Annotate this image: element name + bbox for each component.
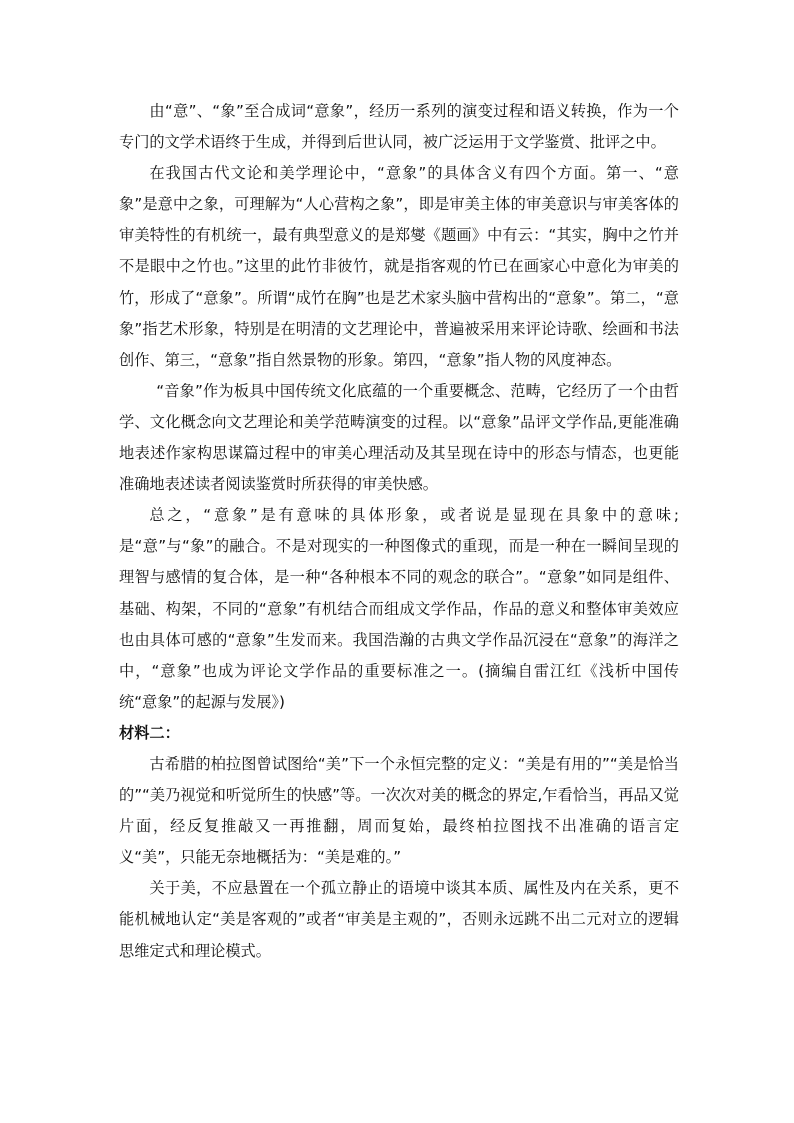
paragraph-5: 古希腊的柏拉图曾试图给“美”下一个永恒完整的定义：“美是有用的”“美是恰当的”“美乃视觉和听觉所生的快感”等。一次次对美的概念的界定,乍看恰当，再品又觉片面，经反复推敲又一再推翻，周而复始，最终柏拉图找不出准确的语言定义“美”，只能无奈地概括为：“美是难的。” — [119, 754, 679, 867]
paragraph-2: 在我国古代文论和美学理论中，“意象”的具体含义有四个方面。第一、“意象”是意中之象，可理解为“人心营构之象”，即是审美主体的审美意识与审美客体的审美特性的有机统一，最有典型意义的是郑燮《题画》中有云：“其实，胸中之竹并不是眼中之竹也。”这里的此竹非彼竹，就是指客观的竹已在画家心中意化为审美的竹，形成了“意象”。所谓“成竹在胸”也是艺术家头脑中营构出的“意象”。第二，“意象”指艺术形象，特别是在明清的文艺理论中，普遍被采用来评论诗歌、绘画和书法创作、第三，“意象”指自然景物的形象。第四，“意象”指人物的风度神态。 — [119, 164, 679, 369]
paragraph-3: “音象”作为板具中国传统文化底蕴的一个重要概念、范畴，它经历了一个由哲学、文化概念向文艺理论和美学范畴演变的过程。以“意象”品评文学作品,更能准确地表述作家构思谋篇过程中的审美心理活动及其呈现在诗中的形态与情态，也更能准确地表述读者阅读鉴赏时所获得的审美快感。 — [119, 381, 679, 494]
paragraph-4: 总之，“意象”是有意味的具体形象，或者说是显现在具象中的意味;是“意”与“象”的融合。不是对现实的一种图像式的重现，而是一种在一瞬间呈现的理智与感情的复合体，是一种“各种根本不同的观念的联合”。“意象”如同是组件、基础、构架，不同的“意象”有机结合而组成文学作品，作品的意义和整体审美效应也由具体可感的“意象”生发而来。我国浩瀚的古典文学作品沉浸在“意象”的海洋之中，“意象”也成为评论文学作品的重要标准之一。(摘编自雷江红《浅析中国传统“意象”的起源与发展》) — [119, 506, 679, 711]
paragraph-1: 由“意”、“象”至合成词“意象”，经历一系列的演变过程和语义转换，作为一个专门的文学术语终于生成，并得到后世认同，被广泛运用于文学鉴赏、批评之中。 — [119, 102, 679, 152]
document-page — [119, 96, 679, 967]
section-heading: 材料二： — [119, 723, 180, 742]
paragraph-6: 关于美，不应悬置在一个孤立静止的语境中谈其本质、属性及内在关系，更不能机械地认定“美是客观的”或者“审美是主观的”，否则永远跳不出二元对立的逻辑思维定式和理论模式。 — [119, 879, 679, 960]
